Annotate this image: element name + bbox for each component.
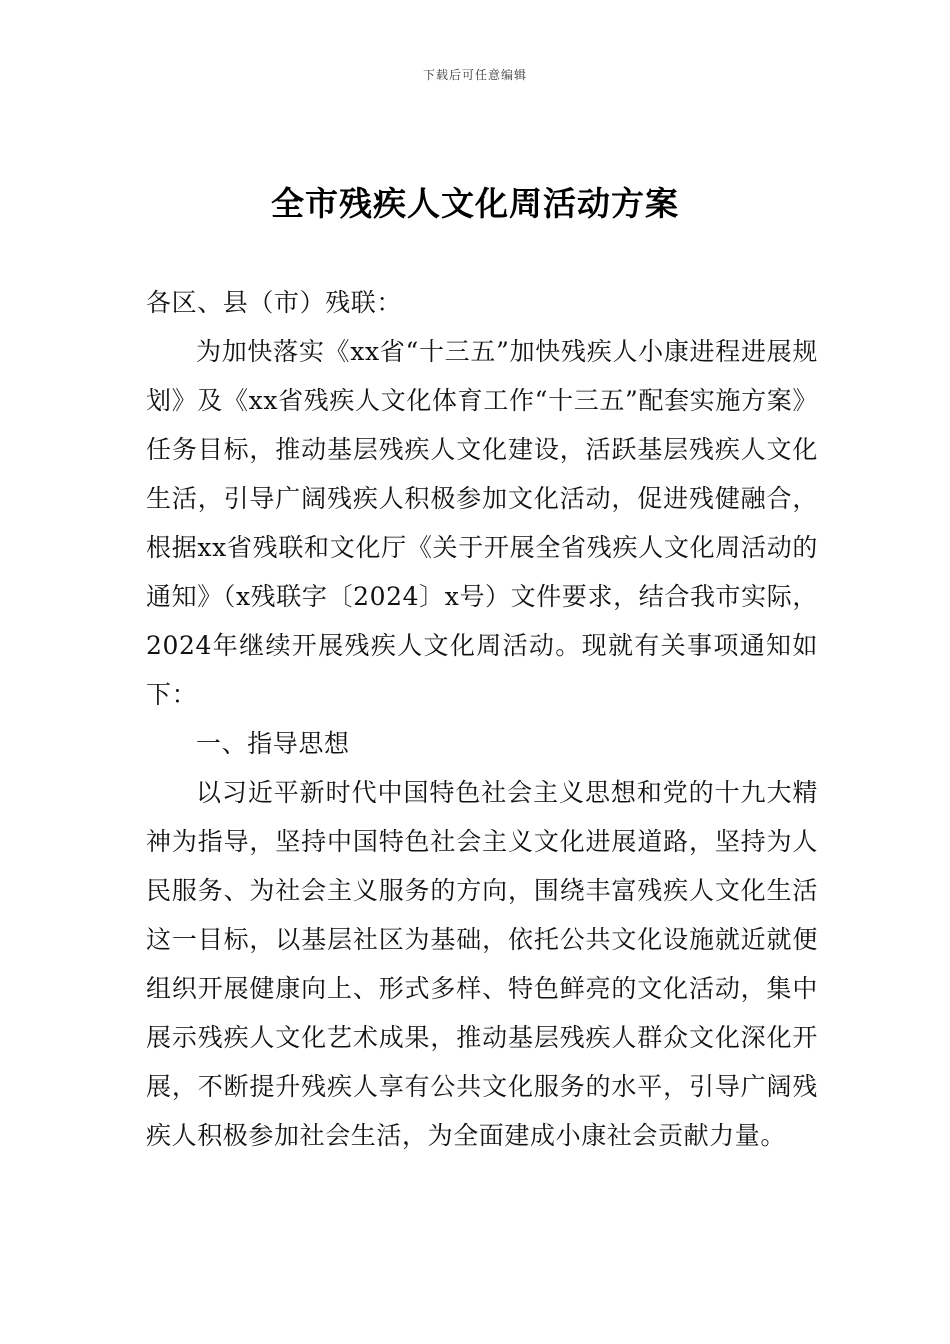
document-body bbox=[146, 278, 818, 1160]
salutation: 各区、县（市）残联： bbox=[146, 288, 403, 317]
header-note: 下载后可任意编辑 bbox=[422, 68, 527, 82]
intro-paragraph: 为加快落实《xx省“十三五”加快残疾人小康进程进展规划》及《xx省残疾人文化体育工作“十三五”配套实施方案》任务目标，推动基层残疾人文化建设，活跃基层残疾人文化生活，引导广阔残疾人积极参加文化活动，促进残健融合，根据xx省残联和文化厅《关于开展全省残疾人文化周活动的通知》（x残联字〔2024〕x号）文件要求，结合我市实际，2024年继续开展残疾人文化周活动。现就有关事项通知如下： bbox=[146, 337, 818, 709]
section-paragraph-guiding-ideology: 以习近平新时代中国特色社会主义思想和党的十九大精神为指导，坚持中国特色社会主义文化进展道路，坚持为人民服务、为社会主义服务的方向，围绕丰富残疾人文化生活这一目标，以基层社区为基础，依托公共文化设施就近就便组织开展健康向上、形式多样、特色鲜亮的文化活动，集中展示残疾人文化艺术成果，推动基层残疾人群众文化深化开展，不断提升残疾人享有公共文化服务的水平，引导广阔残疾人积极参加社会生活，为全面建成小康社会贡献力量。 bbox=[146, 778, 818, 1150]
section-heading-guiding-ideology: 一、指导思想 bbox=[196, 729, 350, 758]
document-title: 全市残疾人文化周活动方案 bbox=[271, 184, 679, 223]
